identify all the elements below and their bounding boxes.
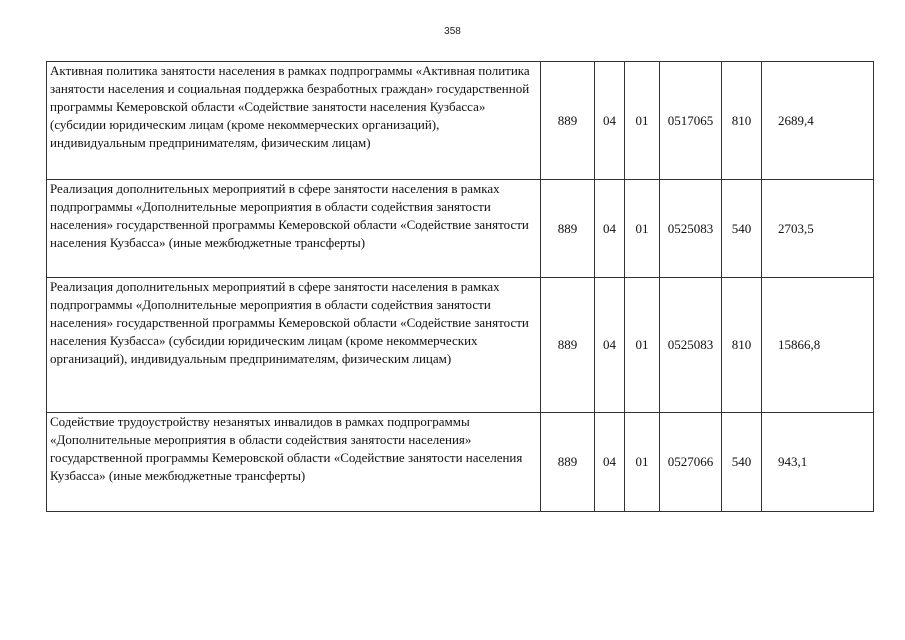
amount-value: 2689,4: [762, 62, 874, 180]
row-description: Активная политика занятости населения в рамках подпрограммы «Активная политика занятости населения и социальная поддержка безработных граждан» государственной программы Кемеровской области «Содействие занятости населения Кузбасса» (субсидии юридическим лицам (кроме некоммерческих организаций), индивидуальным предпринимателям, физическим лицам): [47, 62, 541, 180]
subsection-code: 01: [625, 278, 660, 413]
expense-type-code: 810: [722, 278, 762, 413]
table-row: [47, 278, 874, 413]
ministry-code: 889: [541, 62, 595, 180]
section-code: 04: [595, 180, 625, 278]
expense-type-code: 540: [722, 180, 762, 278]
expense-type-code: 540: [722, 413, 762, 512]
ministry-code: 889: [541, 180, 595, 278]
target-article-code: 0527066: [660, 413, 722, 512]
row-description: Реализация дополнительных мероприятий в сфере занятости населения в рамках подпрограммы «Дополнительные мероприятия в области содействия занятости населения» государственной программы Кемеровской области «Содействие занятости населения Кузбасса» (субсидии юридическим лицам (кроме некоммерческих организаций), индивидуальным предпринимателям, физическим лицам): [47, 278, 541, 413]
target-article-code: 0525083: [660, 180, 722, 278]
target-article-code: 0517065: [660, 62, 722, 180]
target-article-code: 0525083: [660, 278, 722, 413]
ministry-code: 889: [541, 278, 595, 413]
amount-value: 943,1: [762, 413, 874, 512]
amount-value: 2703,5: [762, 180, 874, 278]
table-row: [47, 413, 874, 512]
subsection-code: 01: [625, 180, 660, 278]
table-row: [47, 180, 874, 278]
section-code: 04: [595, 278, 625, 413]
row-description: Содействие трудоустройству незанятых инвалидов в рамках подпрограммы «Дополнительные мероприятия в области содействия занятости населения» государственной программы Кемеровской области «Содействие занятости населения Кузбасса» (иные межбюджетные трансферты): [47, 413, 541, 512]
budget-table: [46, 61, 874, 512]
amount-value: 15866,8: [762, 278, 874, 413]
ministry-code: 889: [541, 413, 595, 512]
row-description: Реализация дополнительных мероприятий в сфере занятости населения в рамках подпрограммы «Дополнительные мероприятия в области содействия занятости населения» государственной программы Кемеровской области «Содействие занятости населения Кузбасса» (иные межбюджетные трансферты): [47, 180, 541, 278]
subsection-code: 01: [625, 62, 660, 180]
section-code: 04: [595, 62, 625, 180]
subsection-code: 01: [625, 413, 660, 512]
expense-type-code: 810: [722, 62, 762, 180]
page-number: 358: [444, 26, 461, 37]
table-row: [47, 62, 874, 180]
section-code: 04: [595, 413, 625, 512]
